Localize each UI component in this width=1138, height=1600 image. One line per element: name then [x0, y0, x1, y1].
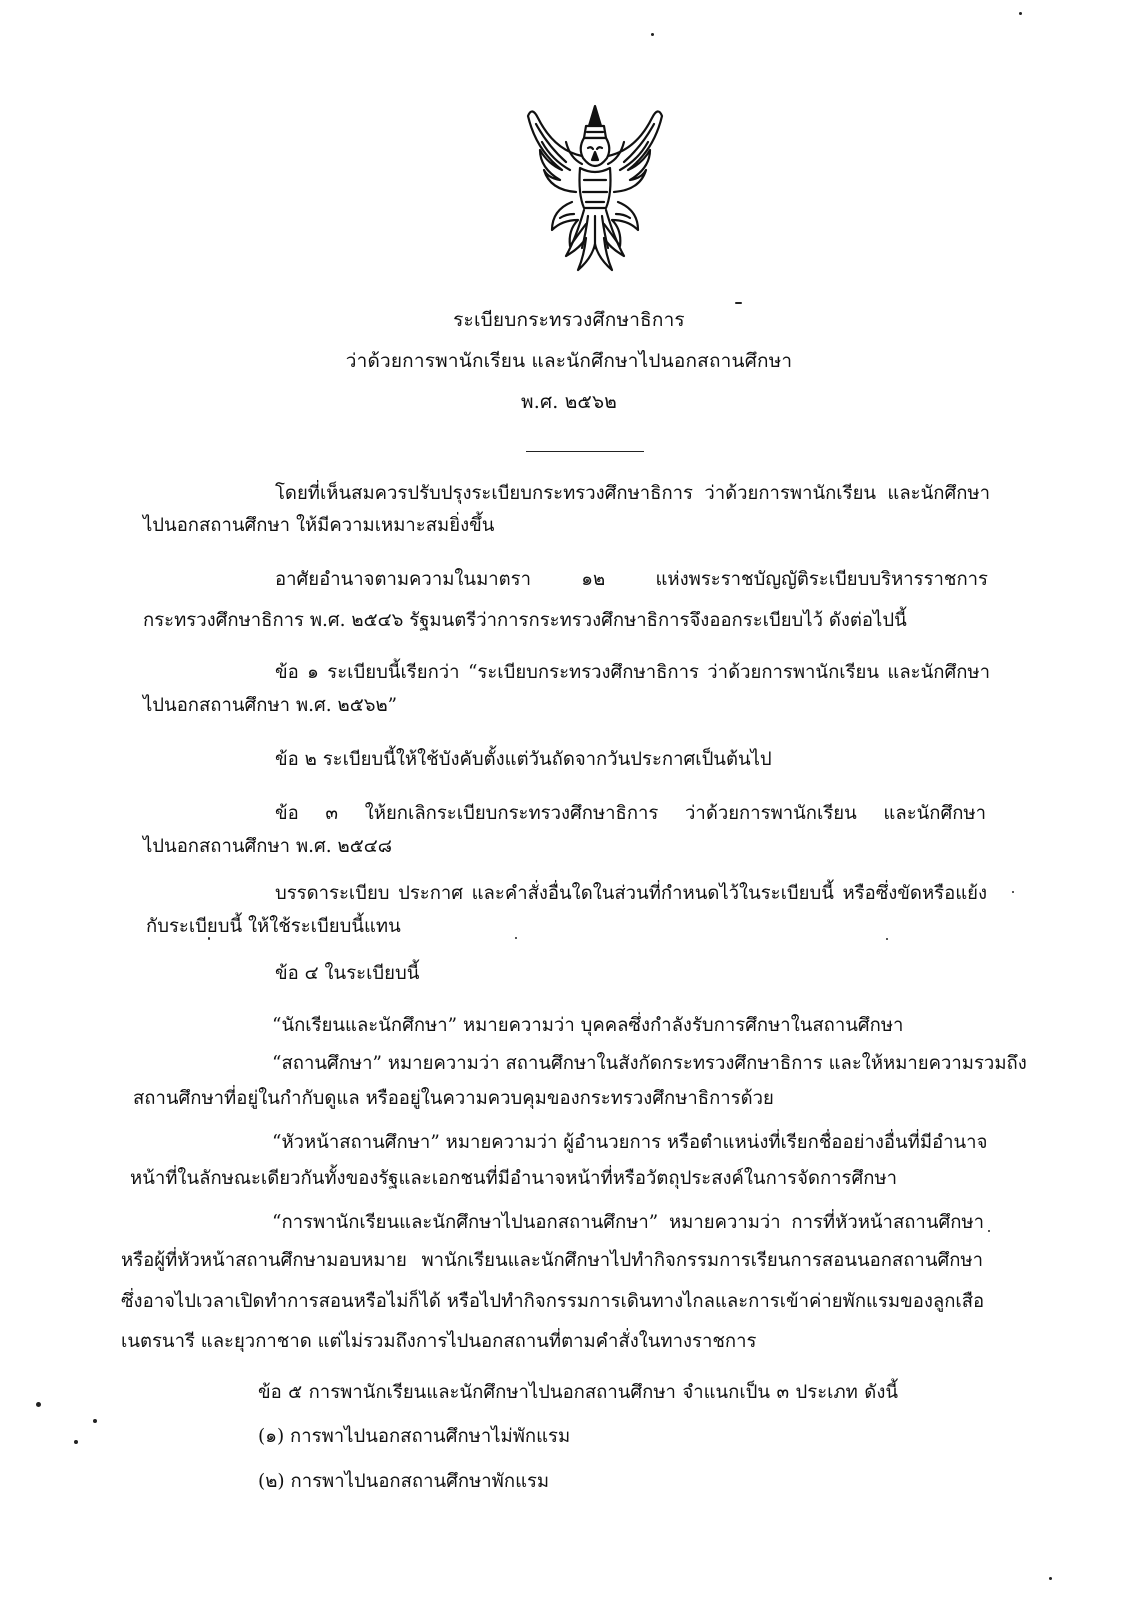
scan-speck	[74, 1440, 78, 1444]
body-line: (๒) การพาไปนอกสถานศึกษาพักแรม	[258, 1471, 550, 1492]
body-line: โดยที่เห็นสมควรปรับปรุงระเบียบกระทรวงศึกษาธิการ ว่าด้วยการพานักเรียน และนักศึกษา	[275, 483, 990, 504]
body-line: “สถานศึกษา” หมายความว่า สถานศึกษาในสังกัดกระทรวงศึกษาธิการ และให้หมายความรวมถึง	[272, 1053, 1027, 1074]
body-line: สถานศึกษาที่อยู่ในกำกับดูแล หรืออยู่ในความควบคุมของกระทรวงศึกษาธิการด้วย	[133, 1088, 774, 1109]
scan-speck	[1012, 891, 1014, 893]
body-line: ซึ่งอาจไปเวลาเปิดทำการสอนหรือไม่ก็ได้ หรือไปทำกิจกรรมการเดินทางไกลและการเข้าค่ายพักแรมของลูกเสือ	[121, 1291, 985, 1312]
document-year: พ.ศ. ๒๕๖๒	[521, 391, 617, 413]
scan-speck	[36, 1402, 41, 1407]
body-line: “การพานักเรียนและนักศึกษาไปนอกสถานศึกษา” หมายความว่า การที่หัวหน้าสถานศึกษา	[272, 1212, 984, 1233]
body-line: เนตรนารี และยุวกาชาด แต่ไม่รวมถึงการไปนอกสถานที่ตามคำสั่งในทางราชการ	[121, 1331, 757, 1352]
body-line: อาศัยอำนาจตามความในมาตรา ๑๒ แห่งพระราชบัญญัติระเบียบบริหารราชการ	[275, 569, 988, 590]
body-line: กับระเบียบนี้ ให้ใช้ระเบียบนี้แทน	[146, 916, 401, 937]
body-line: ข้อ ๑ ระเบียบนี้เรียกว่า “ระเบียบกระทรวงศึกษาธิการ ว่าด้วยการพานักเรียน และนักศึกษา	[275, 662, 990, 683]
body-line: ไปนอกสถานศึกษา พ.ศ. ๒๕๖๒”	[143, 695, 398, 716]
garuda-emblem-icon	[526, 98, 664, 278]
document-title: ระเบียบกระทรวงศึกษาธิการ	[453, 309, 685, 331]
scan-speck	[93, 1419, 97, 1423]
body-line: ข้อ ๒ ระเบียบนี้ให้ใช้บังคับตั้งแต่วันถัดจากวันประกาศเป็นต้นไป	[275, 749, 772, 770]
body-line: “นักเรียนและนักศึกษา” หมายความว่า บุคคลซึ่งกำลังรับการศึกษาในสถานศึกษา	[272, 1015, 904, 1036]
body-line: หน้าที่ในลักษณะเดียวกันทั้งของรัฐและเอกชนที่มีอำนาจหน้าที่หรือวัตถุประสงค์ในการจัดการศึกษา	[130, 1168, 898, 1189]
scan-speck	[886, 938, 888, 940]
body-line: ข้อ ๓ ให้ยกเลิกระเบียบกระทรวงศึกษาธิการ ว่าด้วยการพานักเรียน และนักศึกษา	[275, 803, 986, 824]
scan-speck	[515, 937, 517, 939]
scan-speck	[208, 937, 210, 940]
body-line: (๑) การพาไปนอกสถานศึกษาไม่พักแรม	[258, 1426, 571, 1447]
body-line: ไปนอกสถานศึกษา พ.ศ. ๒๕๔๘	[143, 836, 392, 857]
scan-speck	[651, 33, 654, 36]
body-line: ข้อ ๕ การพานักเรียนและนักศึกษาไปนอกสถานศึกษา จำแนกเป็น ๓ ประเภท ดังนี้	[258, 1382, 898, 1403]
body-line: “หัวหน้าสถานศึกษา” หมายความว่า ผู้อำนวยการ หรือตำแหน่งที่เรียกชื่ออย่างอื่นที่มีอำนาจ	[272, 1132, 988, 1153]
document-subtitle: ว่าด้วยการพานักเรียน และนักศึกษาไปนอกสถานศึกษา	[345, 350, 793, 372]
scan-speck	[1049, 1577, 1052, 1580]
body-line: กระทรวงศึกษาธิการ พ.ศ. ๒๕๔๖ รัฐมนตรีว่าการกระทรวงศึกษาธิการจึงออกระเบียบไว้ ดังต่อไปนี้	[143, 610, 907, 631]
scan-speck	[735, 302, 742, 304]
body-line: ไปนอกสถานศึกษา ให้มีความเหมาะสมยิ่งขึ้น	[143, 515, 495, 536]
scan-speck	[1019, 12, 1022, 15]
title-divider	[526, 451, 644, 452]
body-line: บรรดาระเบียบ ประกาศ และคำสั่งอื่นใดในส่วนที่กำหนดไว้ในระเบียบนี้ หรือซึ่งขัดหรือแย้ง	[275, 883, 987, 904]
body-line: ข้อ ๔ ในระเบียบนี้	[275, 963, 420, 984]
body-line: หรือผู้ที่หัวหน้าสถานศึกษามอบหมาย พานักเรียนและนักศึกษาไปทำกิจกรรมการเรียนการสอนนอกสถานศึกษา	[121, 1250, 983, 1271]
scan-speck	[988, 1230, 990, 1232]
